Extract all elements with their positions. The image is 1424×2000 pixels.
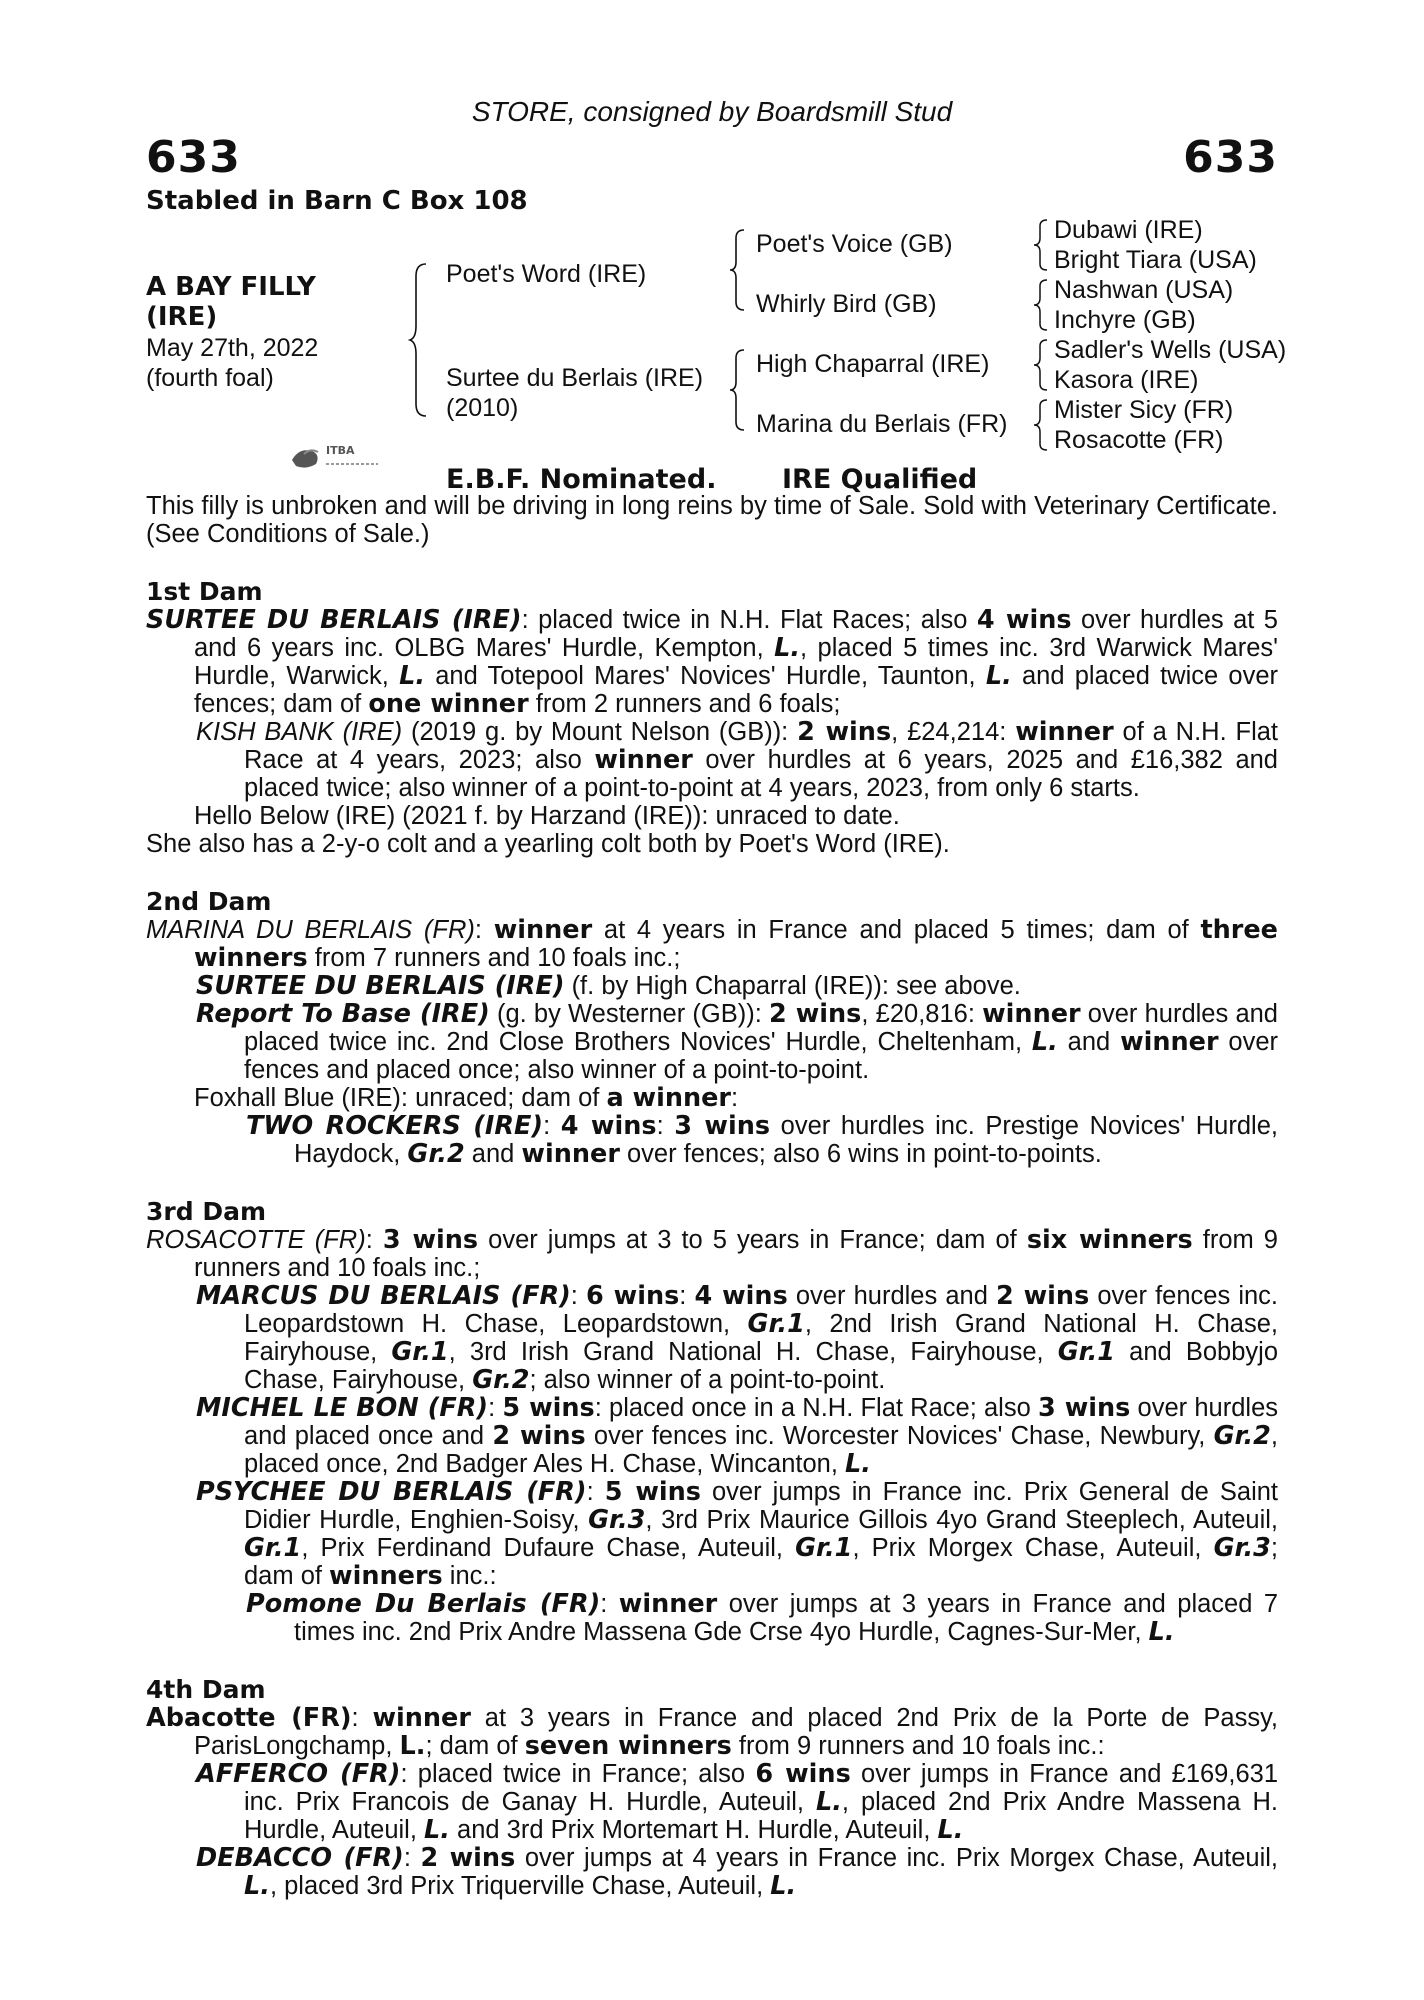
pedigree-dam-year: (2010)	[446, 394, 519, 422]
horse-name: MICHEL LE BON (FR)	[196, 1393, 489, 1423]
progeny-entry: PSYCHEE DU BERLAIS (FR): 5 wins over jumps in France inc. Prix General de Saint Didier Hurdle, Enghien-Soisy, Gr.3, 3rd Prix Maurice Gillois 4yo Grand Steeplech, Auteuil, Gr.1, Prix Ferdinand Dufaure Chase, Auteuil, Gr.1, Prix Morgex Chase, Auteuil, Gr.3; dam of winners inc.:	[196, 1477, 1279, 1591]
second-dam-entry: MARINA DU BERLAIS (FR): winner at 4 years in France and placed 5 times; dam of three winners from 7 runners and 10 foals inc.;	[146, 915, 1278, 973]
catalogue-body	[146, 492, 1278, 1900]
foal-number: (fourth foal)	[146, 364, 274, 392]
pedigree-brace-dd	[1032, 398, 1050, 452]
progeny-entry: MARCUS DU BERLAIS (FR): 6 wins: 4 wins over hurdles and 2 wins over fences inc. Leopardstown H. Chase, Leopardstown, Gr.1, 2nd Irish Grand National H. Chase, Fairyhouse, Gr.1, 3rd Irish Grand National H. Chase, Fairyhouse, Gr.1 and Bobbyjo Chase, Fairyhouse, Gr.2; also winner of a point-to-point.	[196, 1281, 1279, 1395]
third-dam-heading: 3rd Dam	[146, 1197, 266, 1226]
third-dam-entry: ROSACOTTE (FR): 3 wins over jumps at 3 to 5 years in France; dam of six winners from 9 runners and 10 foals inc.;	[146, 1225, 1278, 1282]
horse-name: DEBACCO (FR)	[196, 1843, 404, 1873]
fourth-dam-heading: 4th Dam	[146, 1675, 266, 1704]
pedigree-dam-dam: Marina du Berlais (FR)	[756, 410, 1008, 438]
pedigree-sds: Nashwan (USA)	[1054, 276, 1234, 304]
pedigree-dsd: Kasora (IRE)	[1054, 366, 1199, 394]
pedigree-dam: Surtee du Berlais (IRE)	[446, 364, 704, 392]
pedigree-sire-sire: Poet's Voice (GB)	[756, 230, 953, 258]
pedigree-ssd: Bright Tiara (USA)	[1054, 246, 1257, 274]
grand-progeny-entry: TWO ROCKERS (IRE): 4 wins: 3 wins over hurdles inc. Prestige Novices' Hurdle, Haydock, Gr.2 and winner over fences; also 6 wins in point-to-points.	[246, 1111, 1278, 1169]
horse-name: MARINA DU BERLAIS (FR)	[146, 916, 475, 944]
pedigree-sdd: Inchyre (GB)	[1054, 306, 1196, 334]
pedigree-brace-ss	[1032, 218, 1050, 272]
fourth-dam-entry: Abacotte (FR): winner at 3 years in France and placed 2nd Prix de la Porte de Passy, ParisLongchamp, L.; dam of seven winners from 9 runners and 10 foals inc.:	[146, 1703, 1279, 1761]
horse-name: MARCUS DU BERLAIS (FR)	[196, 1281, 571, 1311]
pedigree-ddd: Rosacotte (FR)	[1054, 426, 1224, 454]
intro-paragraph: This filly is unbroken and will be driving in long reins by time of Sale. Sold with Veterinary Certificate. (See Conditions of Sale.)	[146, 492, 1278, 548]
horse-name: Pomone Du Berlais (FR)	[246, 1589, 601, 1619]
ebf-nominated-badge: E.B.F. Nominated.	[446, 464, 717, 495]
horse-name-line1: A BAY FILLY	[146, 272, 316, 302]
progeny-entry: AFFERCO (FR): placed twice in France; also 6 wins over jumps in France and £169,631 inc. Prix Francois de Ganay H. Hurdle, Auteuil, L., placed 2nd Prix Andre Massena H. Hurdle, Auteuil, L. and 3rd Prix Mortemart H. Hurdle, Auteuil, L.	[196, 1759, 1278, 1845]
horse-name: Abacotte (FR)	[146, 1703, 352, 1733]
horse-name: KISH BANK (IRE)	[196, 718, 403, 746]
horse-name: SURTEE DU BERLAIS (IRE)	[146, 605, 522, 635]
horse-name: AFFERCO (FR)	[196, 1759, 401, 1789]
pedigree-sire-dam: Whirly Bird (GB)	[756, 290, 937, 318]
progeny-entry: Hello Below (IRE) (2021 f. by Harzand (IRE)): unraced to date.	[194, 802, 900, 830]
progeny-entry: KISH BANK (IRE) (2019 g. by Mount Nelson (GB)): 2 wins, £24,214: winner of a N.H. Flat Race at 4 years, 2023; also winner over hurdles at 6 years, 2025 and £16,382 and placed twice; also winner of a point-to-point at 4 years, 2023, from only 6 starts.	[196, 717, 1279, 802]
horse-name: Report To Base (IRE)	[196, 999, 490, 1029]
progeny-entry: DEBACCO (FR): 2 wins over jumps at 4 years in France inc. Prix Morgex Chase, Auteuil, L., placed 3rd Prix Triquerville Chase, Auteuil, L.	[196, 1843, 1278, 1901]
first-dam-entry: SURTEE DU BERLAIS (IRE): placed twice in N.H. Flat Races; also 4 wins over hurdles at 5 and 6 years inc. OLBG Mares' Hurdle, Kempton, L., placed 5 times inc. 3rd Warwick Mares' Hurdle, Warwick, L. and Totepool Mares' Novices' Hurdle, Taunton, L. and placed twice over fences; dam of one winner from 2 runners and 6 foals;	[146, 605, 1279, 719]
horse-name: PSYCHEE DU BERLAIS (FR)	[196, 1477, 587, 1507]
progeny-entry: Report To Base (IRE) (g. by Westerner (GB)): 2 wins, £20,816: winner over hurdles and placed twice inc. 2nd Close Brothers Novices' Hurdle, Cheltenham, L. and winner over fences and placed once; also winner of a point-to-point.	[196, 999, 1278, 1084]
lot-number-right: 633	[1183, 132, 1278, 183]
itba-logo-text: ITBA	[326, 444, 355, 457]
pedigree-dds: Mister Sicy (FR)	[1054, 396, 1234, 424]
horse-name-line2: (IRE)	[146, 302, 218, 332]
grand-progeny-entry: Pomone Du Berlais (FR): winner over jumps at 3 years in France and placed 7 times inc. 2nd Prix Andre Massena Gde Crse 4yo Hurdle, Cagnes-Sur-Mer, L.	[246, 1589, 1279, 1647]
first-dam-heading: 1st Dam	[146, 577, 263, 606]
horse-name: TWO ROCKERS (IRE)	[246, 1111, 544, 1141]
pedigree-brace-ds	[1032, 338, 1050, 392]
second-dam-heading: 2nd Dam	[146, 887, 272, 916]
horse-name: ROSACOTTE (FR)	[146, 1226, 366, 1254]
progeny-entry: MICHEL LE BON (FR): 5 wins: placed once in a N.H. Flat Race; also 3 wins over hurdles and placed once and 2 wins over fences inc. Worcester Novices' Chase, Newbury, Gr.2, placed once, 2nd Badger Ales H. Chase, Wincanton, L.	[196, 1393, 1278, 1479]
pedigree-brace-gen1	[408, 262, 432, 418]
itba-logo	[290, 440, 380, 474]
foaling-date: May 27th, 2022	[146, 334, 319, 362]
pedigree-dam-sire: High Chaparral (IRE)	[756, 350, 990, 378]
pedigree-brace-sd	[1032, 278, 1050, 332]
stabling-info: Stabled in Barn C Box 108	[146, 186, 528, 216]
horse-name: SURTEE DU BERLAIS (IRE)	[196, 971, 565, 1001]
pedigree-brace-dam	[728, 348, 748, 432]
pedigree-sire: Poet's Word (IRE)	[446, 260, 647, 288]
progeny-entry: Foxhall Blue (IRE): unraced; dam of a winner:	[194, 1083, 739, 1113]
pedigree-sss: Dubawi (IRE)	[1054, 216, 1203, 244]
consignor-line: STORE, consigned by Boardsmill Stud	[471, 96, 953, 127]
progeny-entry: SURTEE DU BERLAIS (IRE) (f. by High Chaparral (IRE)): see above.	[196, 971, 1021, 1001]
lot-number-left: 633	[146, 132, 241, 183]
pedigree-dss: Sadler's Wells (USA)	[1054, 336, 1287, 364]
pedigree-brace-sire	[728, 228, 748, 312]
also-has-line: She also has a 2-y-o colt and a yearling colt both by Poet's Word (IRE).	[146, 830, 950, 858]
ire-qualified-badge: IRE Qualified	[782, 464, 978, 495]
